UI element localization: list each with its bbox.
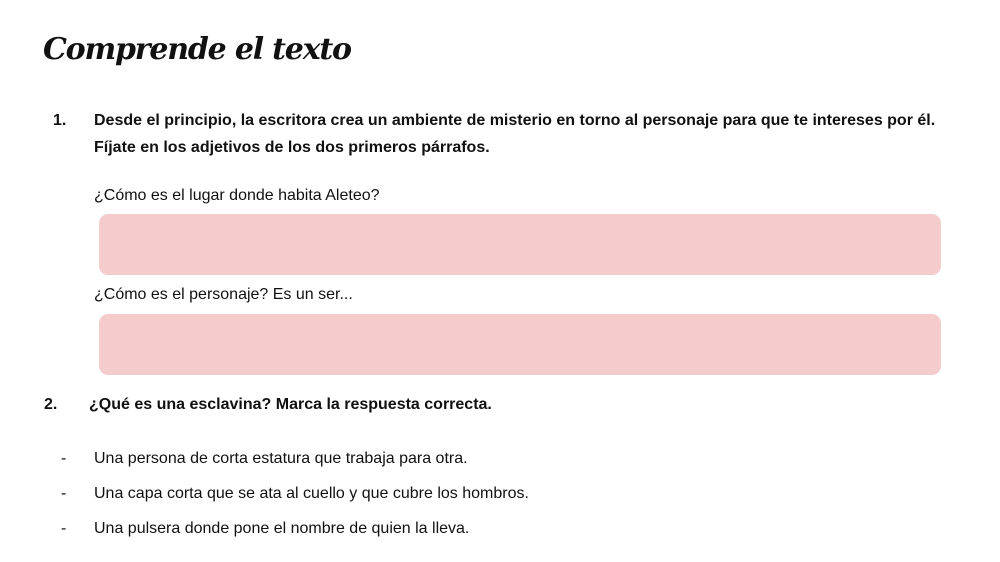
answer-option-2[interactable]: Una capa corta que se ata al cuello y que cubre los hombros. [94,485,529,502]
answer-option-3[interactable]: Una pulsera donde pone el nombre de quien la lleva. [94,520,470,537]
option-bullet: - [61,520,67,537]
option-bullet: - [61,450,67,467]
question-1-text: Desde el principio, la escritora crea un ambiente de misterio en torno al personaje para que te intereses por él. Fíjate en los adjetivos de los dos primeros párrafos. [94,112,936,156]
answer-option-1[interactable]: Una persona de corta estatura que trabaja para otra. [94,450,468,467]
answer-box-character[interactable] [99,314,941,375]
answer-input-place[interactable] [99,214,941,275]
question-1-number: 1. [53,112,67,129]
question-2-number: 2. [44,396,58,413]
option-bullet: - [61,485,67,502]
page-title: Comprende el texto [43,32,351,67]
question-1-prompt-character: ¿Cómo es el personaje? Es un ser... [94,286,353,303]
answer-input-character[interactable] [99,314,941,375]
answer-box-place[interactable] [99,214,941,275]
question-1-prompt-place: ¿Cómo es el lugar donde habita Aleteo? [94,187,380,204]
question-2-text: ¿Qué es una esclavina? Marca la respuesta correcta. [89,396,492,413]
